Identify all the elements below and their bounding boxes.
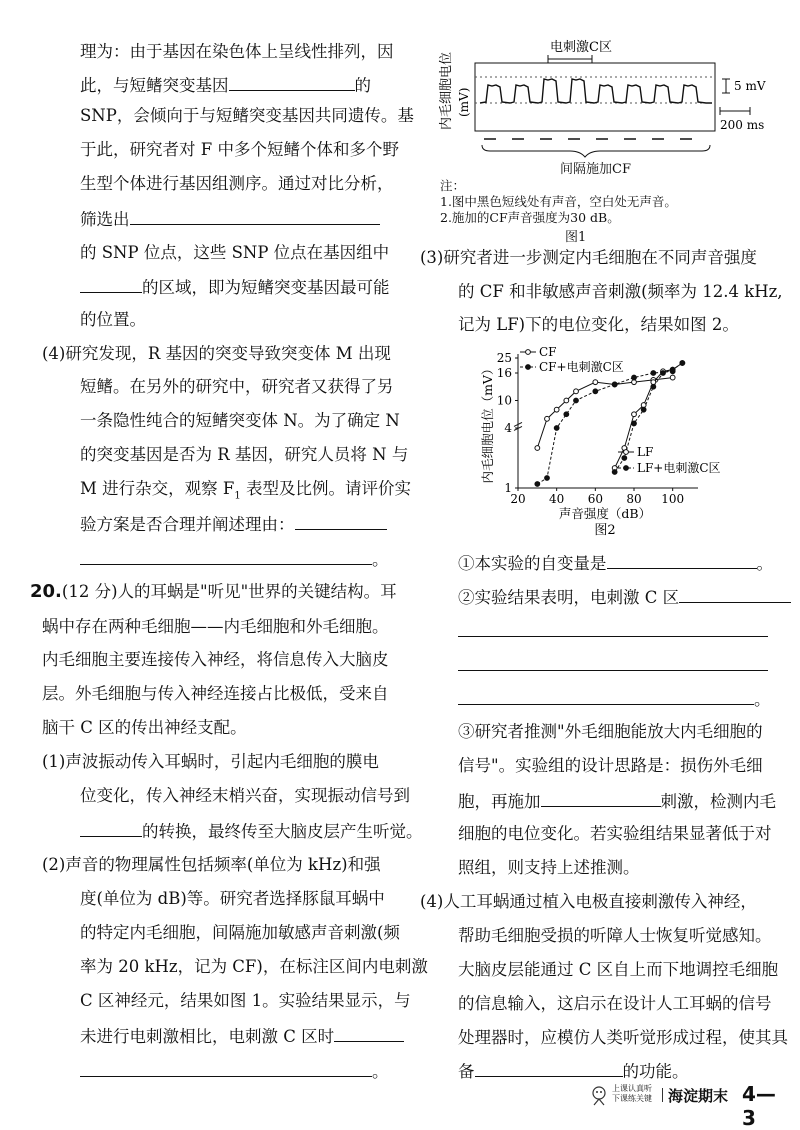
answer-blank[interactable] xyxy=(475,1060,623,1077)
text-fragment: 表型及比例。请评价实 xyxy=(240,479,411,498)
text-line: 短鳍。在另外的研究中，研究者又获得了另 xyxy=(80,377,394,396)
data-point xyxy=(651,371,656,376)
figure-1 xyxy=(420,35,775,165)
potential-trace xyxy=(480,79,712,103)
answer-blank[interactable] xyxy=(458,688,754,705)
fig1-note-2: 2.施加的CF声音强度为30 dB。 xyxy=(440,210,620,225)
data-point xyxy=(661,371,666,376)
answer-blank[interactable] xyxy=(541,790,661,807)
text-fragment: 未进行电刺激相比，电刺激 C 区时 xyxy=(80,1027,335,1046)
data-point xyxy=(632,380,637,385)
data-point xyxy=(632,412,637,417)
text-line xyxy=(80,479,411,506)
text-line xyxy=(80,548,389,570)
text-fragment: 刺激，检测内毛 xyxy=(660,792,776,811)
fig1-ylabel: 内毛细胞电位 xyxy=(439,51,454,130)
page-footer xyxy=(590,1082,785,1130)
page-number: 4—3 xyxy=(742,1082,776,1130)
text-line: 位变化，传入神经末梢兴奋，实现振动信号到 xyxy=(80,786,410,805)
legend-cf-marker xyxy=(526,350,531,355)
data-point xyxy=(554,426,559,431)
text-line xyxy=(458,688,771,710)
text-fragment: ②实验结果表明，电刺激 C 区 xyxy=(458,588,680,607)
text-fragment: 的功能。 xyxy=(622,1062,689,1081)
text-line xyxy=(80,276,390,298)
text-fragment: 的 xyxy=(354,76,371,95)
text-fragment: 。 xyxy=(756,554,773,573)
text-line xyxy=(458,654,768,676)
cf-brace xyxy=(482,145,710,157)
data-point xyxy=(545,416,550,421)
text-fragment: 。 xyxy=(372,550,389,569)
text-line: ③研究者推测"外毛细胞能放大内毛细胞的 xyxy=(458,722,763,741)
x-tick-label: 20 xyxy=(510,492,526,506)
data-point xyxy=(670,367,675,372)
text-line: 蜗中存在两种毛细胞——内毛细胞和外毛细胞。 xyxy=(42,617,389,636)
text-line: (1)声波振动传入耳蜗时，引起内毛细胞的膜电 xyxy=(42,752,379,771)
text-fragment: 此，与短鳍突变基因 xyxy=(80,76,229,95)
text-line xyxy=(80,74,371,96)
data-point xyxy=(535,482,540,487)
legend-cf-stim-label: CF+电刺激C区 xyxy=(539,360,624,374)
y-tick-label: 4 xyxy=(504,421,512,435)
slogan-line: 下课练关键 xyxy=(612,1094,652,1103)
text-line xyxy=(80,820,423,842)
question-20-header xyxy=(30,582,397,602)
subscript: 1 xyxy=(234,490,241,502)
data-point xyxy=(641,407,646,412)
text-line: 照组，则支持上述推测。 xyxy=(458,858,640,877)
text-line: 的特定内毛细胞，间隔施加敏感声音刺激(频 xyxy=(80,923,400,942)
text-line: 于此，研究者对 F 中多个短鳍个体和多个野 xyxy=(80,140,399,159)
text-line: 内毛细胞主要连接传入神经，将信息传入大脑皮 xyxy=(42,650,389,669)
fig1-caption: 图1 xyxy=(565,230,587,245)
text-line xyxy=(458,620,768,642)
y-tick-label: 1 xyxy=(504,481,512,495)
slogan xyxy=(612,1084,652,1104)
text-line: (2)声音的物理属性包括频率(单位为 kHz)和强 xyxy=(42,855,381,874)
answer-blank[interactable] xyxy=(295,513,387,530)
answer-blank[interactable] xyxy=(80,276,142,293)
text-line xyxy=(80,1060,389,1082)
footer-divider xyxy=(662,1088,663,1102)
answer-blank[interactable] xyxy=(458,620,768,637)
y-axis-label: 内毛细胞电位（mV） xyxy=(480,362,495,484)
text-line: (4)研究发现，R 基因的突变导致突变体 M 出现 xyxy=(42,344,391,363)
data-point xyxy=(545,476,550,481)
text-fragment: ①本实验的自变量是 xyxy=(458,554,607,573)
data-point xyxy=(612,382,617,387)
answer-blank[interactable] xyxy=(80,1060,372,1077)
fig1-note-title: 注： xyxy=(440,178,466,193)
text-line: 的 CF 和非敏感声音刺激(频率为 12.4 kHz, xyxy=(458,282,783,301)
text-line: 信号"。实验组的设计思路是：损伤外毛细 xyxy=(458,756,763,775)
data-point xyxy=(574,398,579,403)
answer-blank[interactable] xyxy=(80,548,372,565)
text-line: 一条隐性纯合的短鳍突变体 N。为了确定 N xyxy=(80,411,400,430)
scale-t-label: 200 ms xyxy=(720,118,765,132)
data-point xyxy=(593,380,598,385)
text-line: 大脑皮层能通过 C 区自上而下地调控毛细胞 xyxy=(458,960,779,979)
text-line: 记为 LF)下的电位变化，结果如图 2。 xyxy=(458,315,739,334)
y-tick-label: 10 xyxy=(496,393,512,408)
data-point xyxy=(612,470,617,475)
legend-lf-marker xyxy=(624,450,629,455)
mascot-icon xyxy=(590,1085,608,1107)
data-point xyxy=(622,456,627,461)
text-line: 率为 20 kHz，记为 CF)，在标注区间内电刺激 xyxy=(80,957,428,976)
text-line xyxy=(458,586,791,608)
text-line xyxy=(80,513,387,535)
chart-title: 图2 xyxy=(594,523,616,538)
text-line: 脑干 C 区的传出神经支配。 xyxy=(42,718,247,737)
data-point xyxy=(564,412,569,417)
fig1-note-1: 1.图中黑色短线处有声音，空白处无声音。 xyxy=(440,194,677,209)
figure-2-chart xyxy=(460,340,780,540)
text-line xyxy=(80,1025,404,1047)
text-fragment: 。 xyxy=(754,690,771,709)
text-line xyxy=(458,790,776,812)
text-line: 的位置。 xyxy=(80,310,146,329)
text-line: 理为：由于基因在染色体上呈线性排列，因 xyxy=(80,42,394,61)
data-point xyxy=(680,361,685,366)
legend-lf-stim-label: LF+电刺激C区 xyxy=(637,461,721,475)
data-point xyxy=(670,375,675,380)
data-point xyxy=(564,398,569,403)
fig1-yunit: (mV) xyxy=(457,87,471,117)
x-tick-label: 40 xyxy=(549,492,565,506)
answer-blank[interactable] xyxy=(80,820,142,837)
data-point xyxy=(632,375,637,380)
text-line: 层。外毛细胞与传入神经连接占比极低，受来自 xyxy=(42,684,389,703)
text-line: (4)人工耳蜗通过植入电极直接刺激传入神经， xyxy=(420,892,757,911)
text-fragment: 胞，再施加 xyxy=(458,792,541,811)
text-line: 的突变基因是否为 R 基因，研究人员将 N 与 xyxy=(80,445,409,464)
y-tick-label: 16 xyxy=(496,366,512,380)
legend-cf-stim-marker xyxy=(526,365,531,370)
text-fragment: 验方案是否合理并阐述理由： xyxy=(80,515,295,534)
text-line xyxy=(80,208,380,230)
data-point xyxy=(651,384,656,389)
x-tick-label: 80 xyxy=(626,492,642,506)
answer-blank[interactable] xyxy=(679,586,791,603)
text-line: 的 SNP 位点，这些 SNP 位点在基因组中 xyxy=(80,243,390,262)
text-line: 的信息输入，这启示在设计人工耳蜗的信号 xyxy=(458,994,772,1013)
text-line xyxy=(458,1060,689,1082)
answer-blank[interactable] xyxy=(334,1025,404,1042)
data-point xyxy=(632,421,637,426)
text-fragment: 。 xyxy=(372,1062,389,1081)
answer-blank[interactable] xyxy=(130,208,380,225)
data-point xyxy=(641,403,646,408)
fig1-bottom-label: 间隔施加CF xyxy=(560,162,631,177)
answer-blank[interactable] xyxy=(607,552,757,569)
text-fragment: 的转换，最终传至大脑皮层产生听觉。 xyxy=(142,822,423,841)
slogan-line: 上课认真听 xyxy=(612,1084,652,1093)
text-fragment: (12 分)人的耳蜗是"听见"世界的关键结构。耳 xyxy=(61,582,397,601)
answer-blank[interactable] xyxy=(229,74,355,91)
text-fragment: 备 xyxy=(458,1062,475,1081)
fig1-frame xyxy=(475,63,715,131)
data-point xyxy=(554,407,559,412)
legend-cf-label: CF xyxy=(539,345,557,359)
text-line: 帮助毛细胞受损的听障人士恢复听觉感知。 xyxy=(458,926,772,945)
x-tick-label: 60 xyxy=(587,492,603,506)
text-line: 处理器时，应模仿人类听觉形成过程，使其具 xyxy=(458,1028,788,1047)
data-point xyxy=(574,389,579,394)
exam-series: 海淀期末 xyxy=(668,1087,729,1105)
question-number: 20. xyxy=(30,581,62,602)
data-point xyxy=(535,446,540,451)
data-point xyxy=(593,389,598,394)
text-fragment: M 进行杂交，观察 F xyxy=(80,479,235,498)
text-line: C 区神经元，结果如图 1。实验结果显示，与 xyxy=(80,991,411,1010)
legend-lf-label: LF xyxy=(637,445,654,459)
text-line xyxy=(458,552,773,574)
scale-v-label: 5 mV xyxy=(734,79,766,93)
text-line: 度(单位为 dB)等。研究者选择豚鼠耳蜗中 xyxy=(80,889,385,908)
text-fragment: 的区域，即为短鳍突变基因最可能 xyxy=(142,278,390,297)
y-tick-label: 25 xyxy=(496,351,512,365)
fig1-top-label: 电刺激C区 xyxy=(550,40,612,55)
text-line: SNP，会倾向于与短鳍突变基因共同遗传。基 xyxy=(80,106,414,125)
text-line: 生型个体进行基因组测序。通过对比分析， xyxy=(80,174,394,193)
answer-blank[interactable] xyxy=(458,654,768,671)
x-axis-label: 声音强度（dB） xyxy=(558,506,652,521)
text-fragment: 筛选出 xyxy=(80,210,130,229)
text-line: (3)研究者进一步测定内毛细胞在不同声音强度 xyxy=(420,248,757,267)
text-line: 细胞的电位变化。若实验组结果显著低于对 xyxy=(458,824,772,843)
legend-lf-stim-marker xyxy=(624,466,629,471)
x-tick-label: 100 xyxy=(661,492,685,506)
